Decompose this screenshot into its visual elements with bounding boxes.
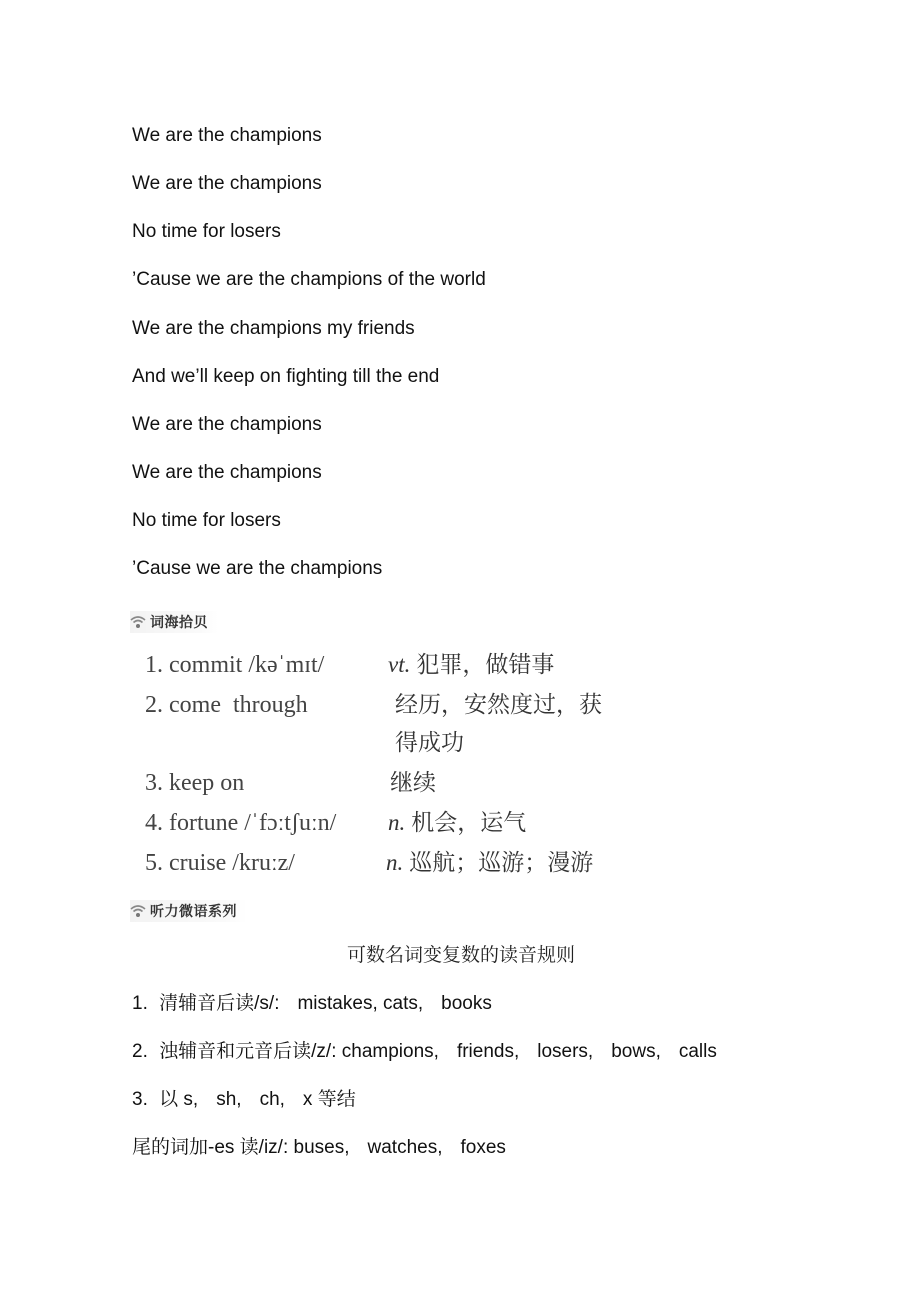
definition-text: 继续 xyxy=(390,770,436,796)
definition-text: 经历，安然度过，获 xyxy=(395,692,602,718)
vocab-term: 1. commit /kəˈmɪt/ xyxy=(145,652,325,678)
rule-example: calls xyxy=(678,1041,717,1062)
vocab-item xyxy=(145,808,336,838)
lyric-line: No time for losers xyxy=(132,510,281,531)
vocab-term: 4. fortune /ˈfɔːtʃuːn/ xyxy=(145,810,337,836)
vocab-item xyxy=(145,848,295,878)
lyric-line: ’Cause we are the champions of the world xyxy=(132,269,486,290)
definition-text: 犯罪，做错事 xyxy=(416,652,555,678)
part-of-speech: n. xyxy=(386,850,404,875)
definition-text: 机会，运气 xyxy=(411,810,527,836)
rule-example: bows, xyxy=(611,1041,661,1062)
rule-item xyxy=(132,1088,356,1112)
rule-example: x 等结 xyxy=(302,1089,356,1110)
rule-text: 尾的词加-es 读/iz/: xyxy=(132,1137,289,1158)
vocab-item xyxy=(145,768,244,798)
rule-text: 浊辅音和元音后读/z/: xyxy=(159,1041,337,1062)
rule-number: 3. xyxy=(132,1089,148,1110)
rule-item-continued xyxy=(132,1136,506,1160)
vocab-definition-continued xyxy=(395,728,464,758)
rule-example: foxes xyxy=(460,1137,506,1158)
vocab-definition xyxy=(395,690,602,720)
wifi-icon xyxy=(130,904,146,918)
rule-example: ch, xyxy=(259,1089,285,1110)
rule-example: friends, xyxy=(456,1041,520,1062)
lyric-line: We are the champions xyxy=(132,173,322,194)
rule-example: losers, xyxy=(537,1041,594,1062)
lyric-line: And we’ll keep on fighting till the end xyxy=(132,366,440,387)
listening-section-label: 听力微语系列 xyxy=(150,904,237,920)
lyric-line: We are the champions xyxy=(132,462,322,483)
vocab-item xyxy=(145,650,324,680)
rule-number: 1. xyxy=(132,993,148,1014)
listening-section-header xyxy=(130,900,247,922)
rule-text: 以 s, xyxy=(159,1089,199,1110)
rule-item xyxy=(132,992,492,1016)
definition-text: 得成功 xyxy=(395,730,464,756)
vocab-definition xyxy=(388,808,526,838)
rule-example: books xyxy=(441,993,492,1014)
part-of-speech: vt. xyxy=(388,652,411,677)
lyric-line: No time for losers xyxy=(132,221,281,242)
vocab-term: 5. cruise /kruːz/ xyxy=(145,850,295,876)
rule-number: 2. xyxy=(132,1041,148,1062)
rule-title: 可数名词变复数的读音规则 xyxy=(346,944,575,966)
rule-example: champions, xyxy=(341,1041,439,1062)
vocab-term: 3. keep on xyxy=(145,770,245,796)
vocab-section-label: 词海拾贝 xyxy=(150,615,208,631)
lyric-line: We are the champions my friends xyxy=(132,318,415,339)
lyric-line: We are the champions xyxy=(132,125,322,146)
wifi-icon xyxy=(130,615,146,629)
vocab-definition xyxy=(390,768,436,798)
rule-example: buses, xyxy=(293,1137,350,1158)
definition-text: 巡航；巡游；漫游 xyxy=(409,850,594,876)
vocab-item xyxy=(145,690,308,720)
rule-example: watches, xyxy=(367,1137,443,1158)
vocab-section-header xyxy=(130,611,218,633)
vocab-definition xyxy=(386,848,593,878)
rule-text: 清辅音后读/s/: xyxy=(159,993,280,1014)
rule-item xyxy=(132,1040,717,1064)
lyric-line: We are the champions xyxy=(132,414,322,435)
rule-example: mistakes, cats, xyxy=(297,993,424,1014)
lyric-line: ’Cause we are the champions xyxy=(132,558,383,579)
rule-example: sh, xyxy=(216,1089,242,1110)
vocab-definition xyxy=(388,650,554,680)
part-of-speech: n. xyxy=(388,810,406,835)
vocab-term: 2. come through xyxy=(145,692,308,718)
